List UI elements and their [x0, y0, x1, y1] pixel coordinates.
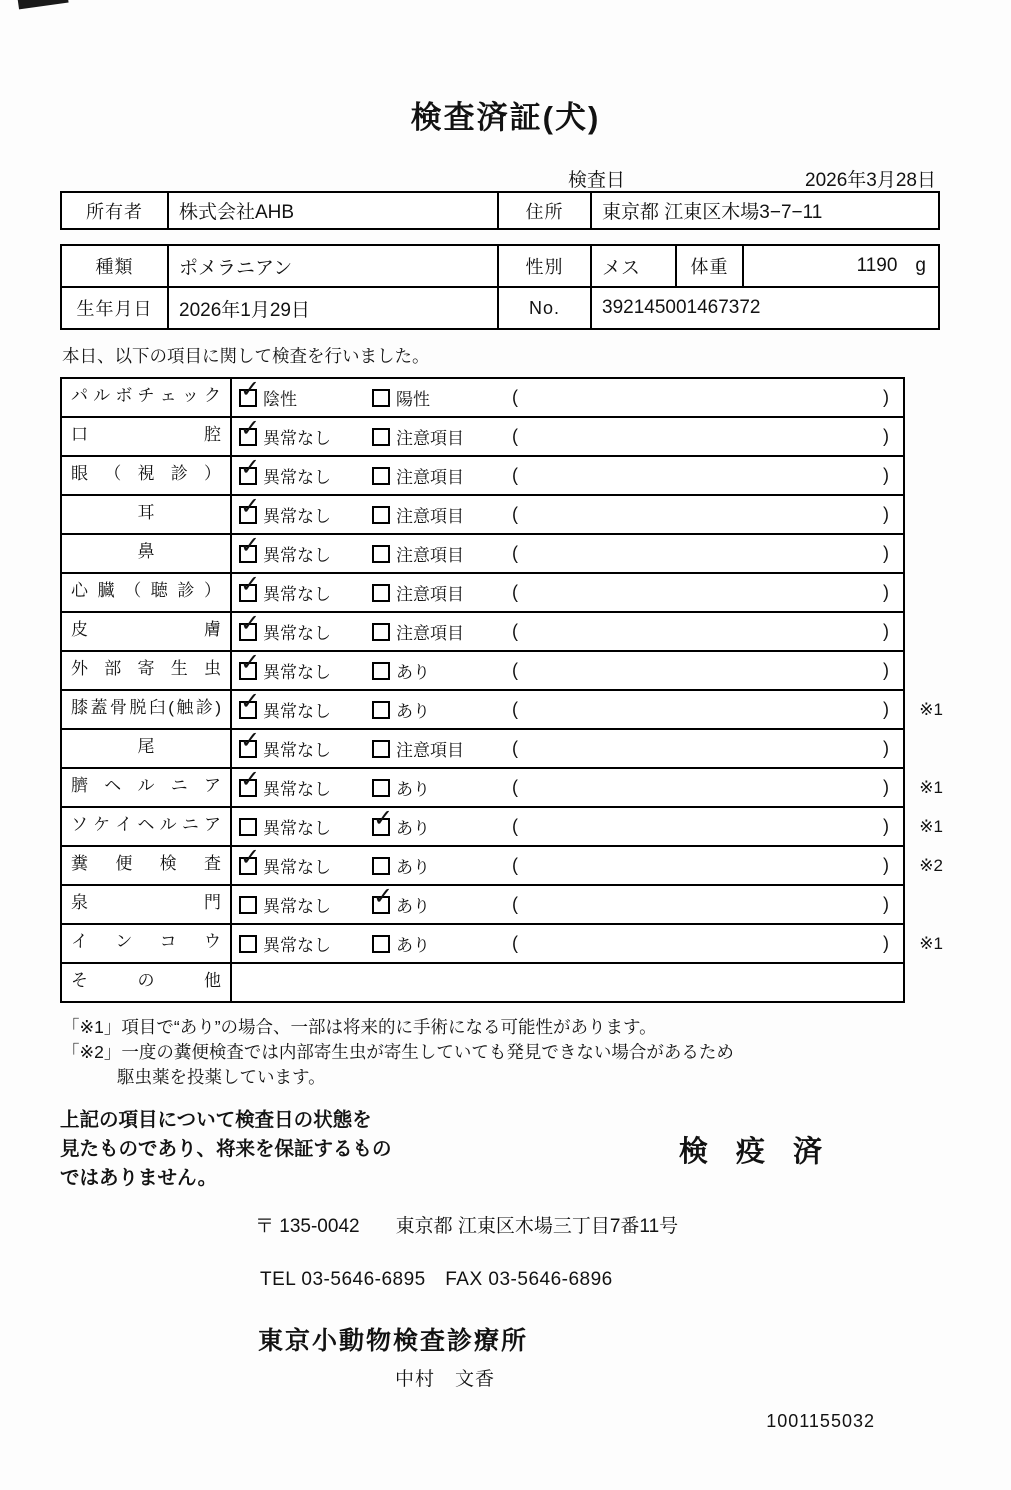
paren-close: ): [883, 465, 889, 485]
address-row: [255, 1211, 1011, 1238]
no-label: No.: [497, 288, 590, 328]
checkbox-checked-icon: [239, 687, 261, 719]
checklist-row-label: 皮 膚: [62, 613, 232, 650]
checkbox-checked-icon: [239, 765, 261, 797]
intro-text: 本日、以下の項目に関して検査を行いました。: [62, 346, 430, 366]
checklist-row: [62, 765, 943, 806]
checklist-option-label: 注意項目: [396, 585, 464, 604]
checklist-row-content: [232, 609, 903, 650]
checklist-option-label: あり: [396, 663, 430, 682]
paren-open: (: [512, 465, 518, 485]
checklist-option: [372, 853, 512, 878]
footnote-1: 「※1」項目で“あり”の場合、一部は将来的に手術になる可能性があります。: [62, 1017, 657, 1037]
checklist-row-content: [232, 925, 903, 962]
checklist-row-label: 尾: [62, 730, 232, 767]
checklist-row: [62, 962, 903, 1001]
checkmark-icon: ✓: [240, 492, 261, 520]
checklist-option: [372, 541, 512, 566]
checkbox-unchecked-icon: [372, 428, 390, 446]
checklist-option-label: 異常なし: [263, 897, 331, 916]
checklist-row-content: [232, 804, 903, 845]
paren-open: (: [512, 777, 518, 797]
checklist-row-label: 口 腔: [62, 418, 232, 455]
checklist-row: [62, 728, 903, 767]
checkbox-unchecked-icon: [372, 623, 390, 641]
checklist-option: [239, 414, 372, 449]
paren-open: (: [512, 582, 518, 602]
checkmark-icon: ✓: [240, 726, 261, 754]
checkbox-unchecked-icon: [372, 935, 390, 953]
page-title: 検査済証(犬): [410, 100, 601, 135]
checkbox-unchecked-icon: [372, 389, 390, 407]
paren-close: ): [883, 699, 889, 719]
inspection-date-row: [60, 163, 940, 191]
checklist-row-content: [232, 964, 903, 1001]
checkbox-checked-icon: [239, 609, 261, 641]
person-name: 中村 文香: [395, 1369, 496, 1391]
footnote-3: 駆虫薬を投薬しています。: [117, 1066, 326, 1087]
checklist-option-label: 異常なし: [263, 546, 331, 565]
checklist-row: [62, 494, 903, 533]
checklist-row-content: [232, 453, 903, 494]
checkbox-checked-icon: [239, 453, 261, 485]
footnotes: [62, 1015, 940, 1090]
checkmark-icon: ✓: [240, 453, 261, 481]
checklist-row: [62, 804, 943, 845]
owner-label: 所有者: [86, 201, 143, 222]
address-value: 東京都 江東区木場3−7−11: [590, 193, 938, 228]
checklist-row: [62, 572, 903, 611]
checklist-option: [239, 609, 372, 644]
checklist-option-label: 異常なし: [263, 507, 331, 526]
checklist-option-label: あり: [396, 936, 430, 955]
checkbox-checked-icon: [239, 726, 261, 758]
checklist-option: [239, 892, 372, 917]
checkbox-unchecked-icon: [372, 701, 390, 719]
checkmark-icon: ✓: [373, 804, 394, 832]
checklist-option: [372, 658, 512, 683]
checklist-row-label: パ ル ボ チ ェ ッ ク: [62, 379, 232, 416]
checklist-option: [372, 502, 512, 527]
checklist-option-label: 陰性: [263, 390, 297, 409]
checklist-option-label: 異常なし: [263, 663, 331, 682]
checkmark-icon: ✓: [240, 843, 261, 871]
checklist-option-label: 異常なし: [263, 468, 331, 487]
checklist-option-label: 異常なし: [263, 819, 331, 838]
checklist-row: [62, 884, 903, 923]
checklist-option-label: 異常なし: [263, 624, 331, 643]
birth-label: 生年月日: [76, 299, 153, 319]
paren-close: ): [883, 504, 889, 524]
checklist-row-label: 外 部 寄 生 虫: [62, 652, 232, 689]
footnote-2: 「※2」一度の糞便検査では内部寄生虫が寄生していても発見できない場合があるため: [62, 1041, 734, 1062]
paren-open: (: [512, 621, 518, 641]
row-note: ※1: [919, 816, 943, 836]
checklist-row: [62, 611, 903, 650]
inspection-date-label: 検査日: [568, 170, 626, 191]
checkbox-checked-icon: [372, 882, 394, 914]
checkmark-icon: ✓: [240, 648, 261, 676]
checklist-option-label: あり: [396, 780, 430, 799]
checkbox-checked-icon: [239, 492, 261, 524]
checkmark-icon: ✓: [240, 570, 261, 598]
checkmark-icon: ✓: [240, 687, 261, 715]
checkbox-unchecked-icon: [372, 467, 390, 485]
checklist-row-label: 耳: [62, 496, 232, 533]
checklist-option-label: あり: [396, 702, 430, 721]
checklist-option: [239, 843, 372, 878]
quarantine-stamp: 検 疫 済: [678, 1135, 832, 1168]
owner-value: 株式会社AHB: [167, 193, 497, 228]
checklist-option: [239, 375, 372, 410]
checklist-option-label: 注意項目: [396, 546, 464, 565]
checklist-option: [372, 580, 512, 605]
checklist-row-content: [232, 414, 903, 455]
paren-open: (: [512, 426, 518, 446]
checkbox-checked-icon: [239, 570, 261, 602]
checklist-option: [239, 648, 372, 683]
checklist-row-label: 泉 門: [62, 886, 232, 923]
checkbox-unchecked-icon: [372, 545, 390, 563]
checklist-option-label: あり: [396, 858, 430, 877]
checkbox-unchecked-icon: [372, 584, 390, 602]
checklist-row-label: 心 臓 （ 聴 診 ）: [62, 574, 232, 611]
paren-close: ): [883, 738, 889, 758]
checklist-row-label: 糞 便 検 査: [62, 847, 232, 884]
checklist-option-label: 注意項目: [396, 468, 464, 487]
checkbox-checked-icon: [239, 375, 261, 407]
checklist-row: [62, 375, 903, 416]
weight-value: 1190: [856, 255, 898, 276]
checklist-row-label: 膝蓋骨脱臼(触診): [62, 691, 232, 728]
checkbox-unchecked-icon: [372, 740, 390, 758]
checklist-row-content: [232, 765, 903, 806]
checklist-row-label: 鼻: [62, 535, 232, 572]
paren-close: ): [883, 543, 889, 563]
street-address: 東京都 江東区木場三丁目7番11号: [395, 1216, 679, 1238]
inspection-date-value: 2026年3月28日: [805, 170, 936, 191]
disclaimer-line-2: 見たものであり、将来を保証するもの: [60, 1137, 392, 1160]
checklist-row-label: ソ ケ イ ヘ ル ニ ア: [62, 808, 232, 845]
checklist-row-content: [232, 492, 903, 533]
checklist-row: [62, 843, 943, 884]
checkbox-unchecked-icon: [372, 506, 390, 524]
checkmark-icon: ✓: [373, 882, 394, 910]
paren-close: ): [883, 426, 889, 446]
checklist-row-label: 臍 ヘ ル ニ ア: [62, 769, 232, 806]
paren-open: (: [512, 738, 518, 758]
checklist-row-label: 眼 （ 視 診 ）: [62, 457, 232, 494]
paren-open: (: [512, 387, 518, 407]
paren-close: ): [883, 855, 889, 875]
checklist-option: [372, 463, 512, 488]
checklist-option: [372, 697, 512, 722]
checklist-option: [372, 775, 512, 800]
checklist-row-content: [232, 375, 903, 416]
weight-label: 体重: [675, 246, 742, 286]
checklist-option: [239, 531, 372, 566]
checklist-option-label: 注意項目: [396, 429, 464, 448]
checkbox-checked-icon: [239, 648, 261, 680]
no-value: 392145001467372: [590, 288, 938, 328]
paren-open: (: [512, 504, 518, 524]
dog-info-row-2: [62, 286, 938, 328]
checkmark-icon: ✓: [240, 531, 261, 559]
checkbox-checked-icon: [239, 531, 261, 563]
checkbox-unchecked-icon: [372, 662, 390, 680]
checklist-option-label: 異常なし: [263, 429, 331, 448]
checklist-row-content: [232, 648, 903, 689]
checklist-option-label: 異常なし: [263, 741, 331, 760]
checklist-option: [372, 424, 512, 449]
checkbox-unchecked-icon: [239, 818, 257, 836]
checklist-row: [62, 416, 903, 455]
checkbox-checked-icon: [372, 804, 394, 836]
checklist-row-label: そ の 他: [62, 964, 232, 1001]
checklist-row: [62, 687, 943, 728]
paren-close: ): [883, 387, 889, 407]
row-note: ※1: [919, 933, 943, 953]
paren-close: ): [883, 816, 889, 836]
paren-open: (: [512, 543, 518, 563]
checklist-row: [62, 455, 903, 494]
row-note: ※1: [919, 699, 943, 719]
row-note: ※1: [919, 777, 943, 797]
checkmark-icon: ✓: [240, 414, 261, 442]
sex-label: 性別: [497, 246, 590, 286]
checklist-option-label: 陽性: [396, 390, 430, 409]
checkbox-checked-icon: [239, 414, 261, 446]
checklist-option-label: 注意項目: [396, 507, 464, 526]
checklist-option-label: 異常なし: [263, 585, 331, 604]
paren-open: (: [512, 816, 518, 836]
checklist-option-label: あり: [396, 897, 430, 916]
paren-open: (: [512, 699, 518, 719]
checklist-row-content: [232, 531, 903, 572]
paren-open: (: [512, 855, 518, 875]
checklist-option: [239, 492, 372, 527]
checklist-option-label: 異常なし: [263, 936, 331, 955]
paren-close: ): [883, 894, 889, 914]
checklist-option: [239, 687, 372, 722]
dog-info-row-1: [62, 246, 938, 286]
checklist-option: [372, 882, 512, 917]
clinic-name: 東京小動物検査診療所: [258, 1327, 529, 1356]
checkbox-unchecked-icon: [372, 857, 390, 875]
paren-close: ): [883, 660, 889, 680]
checklist-table: [60, 375, 943, 1003]
checklist-option: [372, 385, 512, 410]
postal-code: 〒 135-0042: [255, 1216, 360, 1238]
paren-open: (: [512, 894, 518, 914]
checkbox-unchecked-icon: [239, 896, 257, 914]
checklist-row-content: [232, 687, 903, 728]
checkbox-checked-icon: [239, 843, 261, 875]
checklist-option: [239, 765, 372, 800]
disclaimer-line-1: 上記の項目について検査日の状態を: [60, 1108, 372, 1131]
row-note: ※2: [919, 855, 943, 875]
paren-open: (: [512, 660, 518, 680]
checklist-option: [372, 804, 512, 839]
checklist-row: [62, 533, 903, 572]
checklist-row-content: [232, 726, 903, 767]
document-number: 1001155032: [766, 1411, 875, 1432]
checklist-option: [239, 814, 372, 839]
breed-value: ポメラニアン: [167, 246, 497, 286]
checklist-option-label: 注意項目: [396, 741, 464, 760]
sex-value: メス: [590, 246, 675, 286]
checklist-option: [239, 453, 372, 488]
address-label: 住所: [497, 193, 590, 228]
checklist-row-label: イ ン コ ウ: [62, 925, 232, 962]
checklist-option: [239, 726, 372, 761]
checklist-row-content: [232, 843, 903, 884]
checklist-row: [62, 923, 943, 962]
checklist-option: [372, 736, 512, 761]
paren-close: ): [883, 621, 889, 641]
dog-info-table: [60, 244, 940, 330]
checklist-option-label: あり: [396, 819, 430, 838]
checklist-option-label: 異常なし: [263, 702, 331, 721]
checklist-option-label: 注意項目: [396, 624, 464, 643]
weight-value-cell: [742, 246, 938, 286]
checklist-row-content: [232, 882, 903, 923]
checklist-option-label: 異常なし: [263, 780, 331, 799]
paren-close: ): [883, 777, 889, 797]
checklist-option: [372, 619, 512, 644]
checklist-row: [62, 650, 903, 689]
checkmark-icon: ✓: [240, 609, 261, 637]
birth-value: 2026年1月29日: [167, 288, 497, 328]
paren-open: (: [512, 933, 518, 953]
checklist-option: [239, 931, 372, 956]
paren-close: ): [883, 933, 889, 953]
weight-unit: g: [915, 255, 926, 276]
checkmark-icon: ✓: [240, 375, 261, 403]
tel-fax: TEL 03-5646-6895 FAX 03-5646-6896: [260, 1269, 613, 1291]
owner-table: [60, 191, 940, 230]
checkmark-icon: ✓: [240, 765, 261, 793]
bottom-row: [60, 1106, 940, 1194]
checkbox-unchecked-icon: [239, 935, 257, 953]
disclaimer-line-3: ではありません。: [60, 1167, 218, 1190]
disclaimer: [60, 1106, 480, 1194]
checklist-row-content: [232, 570, 903, 611]
checkbox-unchecked-icon: [372, 779, 390, 797]
checklist-option-label: 異常なし: [263, 858, 331, 877]
paren-close: ): [883, 582, 889, 602]
checklist-option: [372, 931, 512, 956]
checklist-option: [239, 570, 372, 605]
breed-label: 種類: [95, 257, 134, 277]
